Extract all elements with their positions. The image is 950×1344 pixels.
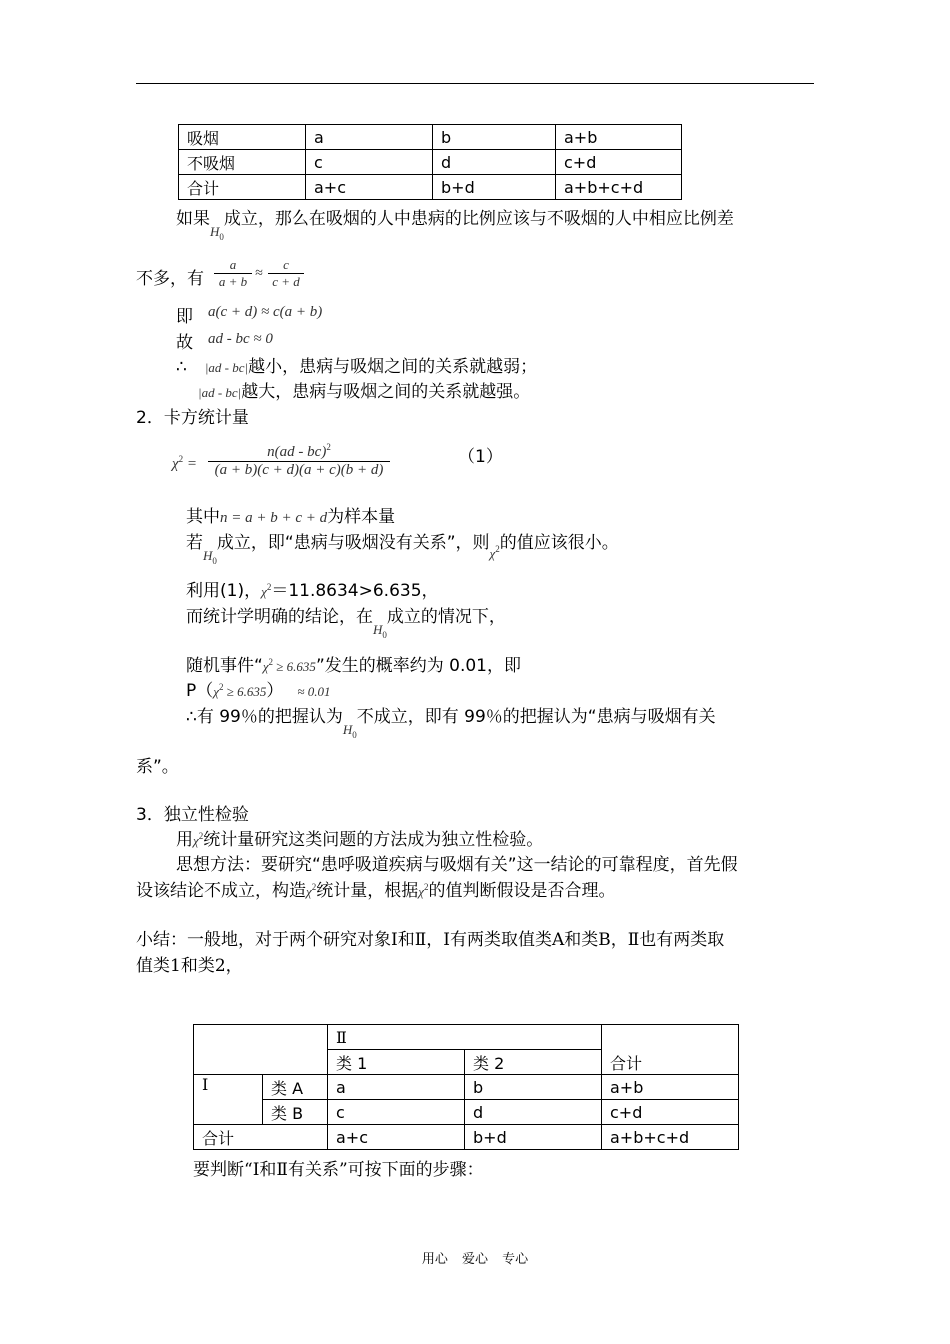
page-footer: 用心 爱心 专心 — [421, 1252, 529, 1267]
hypothesis-paragraph-line — [176, 204, 734, 242]
text: 不多，有 — [136, 269, 204, 289]
approx-symbol: ≈ — [255, 266, 263, 281]
table-cell: c+d — [556, 150, 682, 175]
summary-line2: 值类1和类2， — [136, 956, 243, 976]
chi-square-lhs: $\chi^2$ = — [172, 454, 197, 472]
table-cell: a — [306, 125, 433, 150]
derivation-line-weak: ∴ |ad - bc|越小，患病与吸烟之间的关系就越弱； — [176, 357, 538, 377]
table-header-class1: 类 1 — [328, 1050, 465, 1075]
table-cell: 合计 — [194, 1125, 328, 1150]
sample-size-line: 其中n = a + b + c + d为样本量 — [186, 507, 396, 527]
hypothesis-line: 若$_{H_0}$成立，即“患病与吸烟没有关系”，则$_{\chi^2}$的值应该很小。 — [186, 533, 619, 566]
table-cell: a+b+c+d — [602, 1125, 739, 1150]
table-cell: a+b — [556, 125, 682, 150]
table-row — [194, 1025, 739, 1050]
table-header-total: 合计 — [602, 1025, 739, 1075]
table-cell: a — [328, 1075, 465, 1100]
table-cell: a+c — [328, 1125, 465, 1150]
table-row — [179, 175, 682, 200]
contingency-table-1 — [178, 124, 682, 200]
section-heading: 3．独立性检验 — [136, 805, 249, 825]
table-header-classA: 类 A — [263, 1075, 328, 1100]
table-cell: 不吸烟 — [179, 150, 306, 175]
table-cell: c — [328, 1100, 465, 1125]
header-rule — [136, 83, 814, 84]
fraction-c: $\frac{c}{c + d}$ — [268, 257, 304, 290]
label-ji: 即 — [176, 307, 193, 327]
table-header-i: Ⅰ — [194, 1075, 263, 1125]
table-cell: c+d — [602, 1100, 739, 1125]
formula: ad - bc ≈ 0 — [208, 331, 273, 347]
contingency-table-2 — [193, 1024, 739, 1150]
fraction-a: $\frac{a}{a + b}$ — [214, 257, 252, 290]
table-cell: c — [306, 150, 433, 175]
section-heading: 2．卡方统计量 — [136, 408, 249, 428]
table-row — [194, 1100, 739, 1125]
table-row — [179, 150, 682, 175]
table-cell-empty — [194, 1025, 328, 1075]
table-cell: b — [465, 1075, 602, 1100]
table-row — [194, 1125, 739, 1150]
p-value-line: $P(\chi^2 \ge 6.635) \approx 0.01$ — [186, 681, 331, 701]
probability-line: 随机事件“$\chi^2 \ge 6.635$”发生的概率约为 0.01，即 — [186, 656, 521, 676]
conclusion-line: ∴有 99％的把握认为$_{H_0}$不成立，即有 99％的把握认为“患病与吸烟有关 — [186, 707, 716, 740]
table-header-classB: 类 B — [263, 1100, 328, 1125]
table-cell: a+c — [306, 175, 433, 200]
compute-line: 利用(1)，$\chi^2=11.8634>6.635$， — [186, 581, 439, 601]
text: 成立，那么在吸烟的人中患病的比例应该与不吸烟的人中相应比例差 — [223, 209, 734, 229]
table-cell: a+b+c+d — [556, 175, 682, 200]
summary-line1: 小结：一般地，对于两个研究对象Ⅰ和Ⅱ，Ⅰ有两类取值类A和类B，Ⅱ也有两类取 — [136, 930, 725, 950]
conclusion-end: 系”。 — [136, 757, 179, 777]
chi-square-fraction: $\frac{n(ad - bc)^2}{(a + b)(c + d)(a + c)(b + d)}$ — [208, 442, 390, 479]
formula: a(c + d) ≈ c(a + b) — [208, 304, 323, 320]
table-cell: 合计 — [179, 175, 306, 200]
table-cell: a+b — [602, 1075, 739, 1100]
h0-symbol: H0 — [210, 224, 224, 242]
table-header-ii: Ⅱ — [328, 1025, 602, 1050]
equation-number: （1） — [458, 447, 503, 467]
section3-paragraph2-line2: 设该结论不成立，构造$\chi^2$统计量，根据$\chi^2$的值判断假设是否合理。 — [136, 881, 616, 901]
table-cell: d — [465, 1100, 602, 1125]
final-line: 要判断“Ⅰ和Ⅱ有关系”可按下面的步骤： — [193, 1160, 484, 1180]
section3-paragraph2-line1: 思想方法：要研究“患呼吸道疾病与吸烟有关”这一结论的可靠程度，首先假 — [176, 855, 738, 875]
therefore-symbol: ∴ — [176, 357, 187, 377]
table-cell: b+d — [433, 175, 556, 200]
table-row — [179, 125, 682, 150]
text: 如果 — [176, 209, 210, 229]
table-cell: 吸烟 — [179, 125, 306, 150]
table-cell: b+d — [465, 1125, 602, 1150]
table-cell: b — [433, 125, 556, 150]
statistics-line: 而统计学明确的结论，在$_{H_0}$成立的情况下， — [186, 607, 506, 640]
table-row — [194, 1075, 739, 1100]
table-header-class2: 类 2 — [465, 1050, 602, 1075]
table-cell: d — [433, 150, 556, 175]
label-gu: 故 — [176, 333, 193, 353]
derivation-line-strong: |ad - bc|越大，患病与吸烟之间的关系就越强。 — [198, 382, 531, 402]
section3-paragraph1: 用$\chi^2$统计量研究这类问题的方法成为独立性检验。 — [176, 830, 544, 850]
